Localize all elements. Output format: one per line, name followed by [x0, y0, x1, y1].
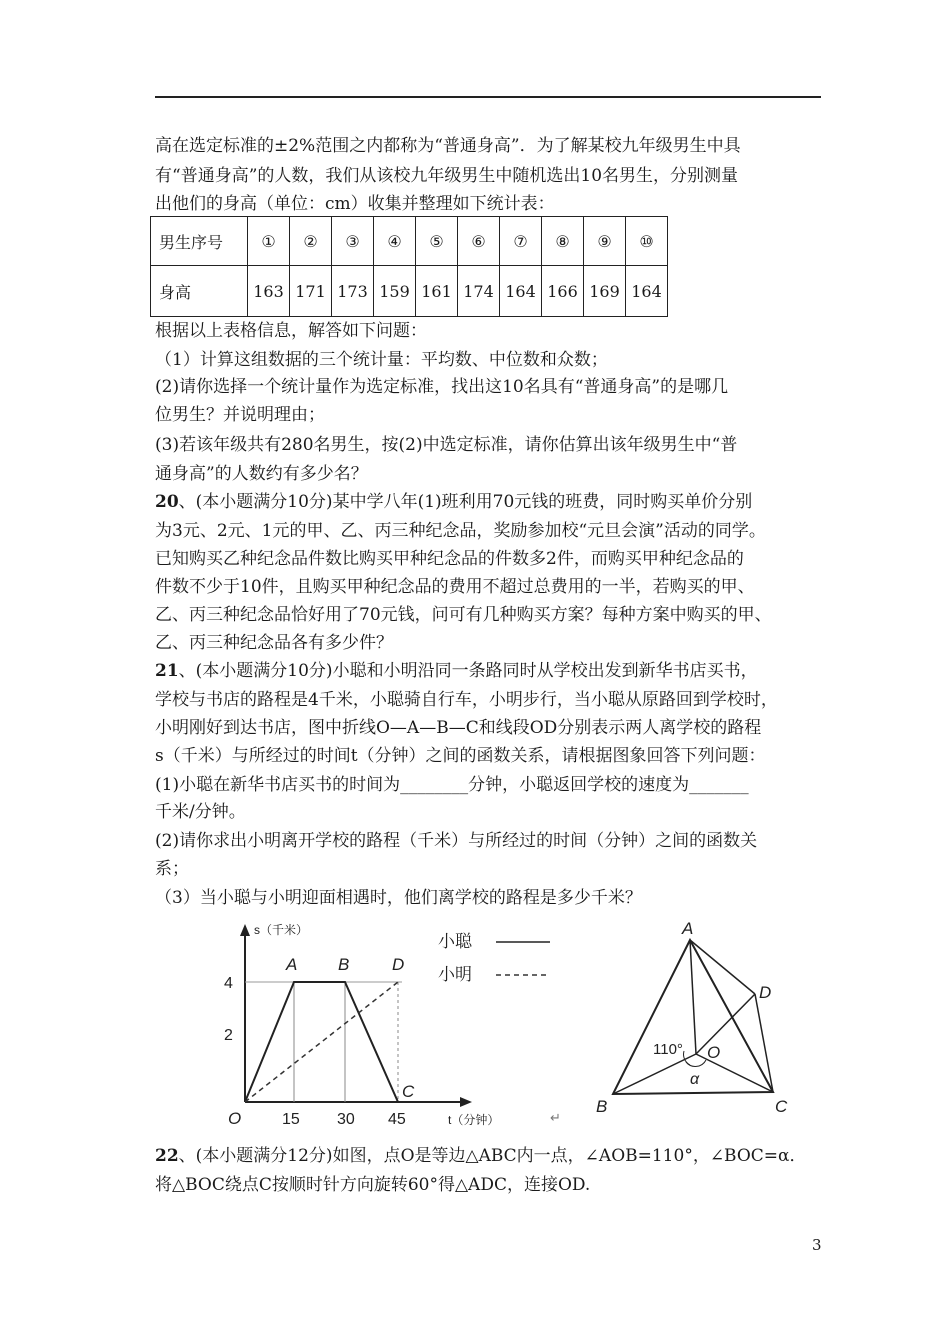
text-line: 乙、丙三种纪念品恰好用了70元钱，问可有几种购买方案？每种方案中购买的甲、 — [155, 605, 772, 625]
x-tick-label: 30 — [337, 1111, 355, 1128]
triangle-figure — [590, 912, 822, 1130]
table-cell-id: ① — [248, 217, 290, 266]
point-label: O — [707, 1043, 721, 1062]
table-row-ids — [151, 217, 668, 266]
point-label: B — [596, 1097, 608, 1116]
text-line: 根据以上表格信息，解答如下问题： — [155, 321, 427, 341]
origin-label: O — [228, 1109, 242, 1128]
return-mark: ↵ — [550, 1110, 561, 1125]
text-line: 将△BOC绕点C按顺时针方向旋转60°得△ADC，连接OD. — [155, 1175, 591, 1195]
table-cell-id: ⑧ — [542, 217, 584, 266]
table-cell-id: ④ — [374, 217, 416, 266]
table-cell-id: ⑨ — [584, 217, 626, 266]
height-table — [150, 216, 668, 317]
text-line: 件数不少于10件，且购买甲种纪念品的费用不超过总费用的一半，若购买的甲、 — [155, 577, 755, 597]
segment-ao — [690, 940, 696, 1054]
question-text: 、(本小题满分10分)某中学八年(1)班利用70元钱的班费，同时购买单价分别 — [178, 492, 753, 512]
text-line: （3）当小聪与小明迎面相遇时，他们离学校的路程是多少千米？ — [155, 888, 642, 908]
y-tick-label: 4 — [224, 975, 233, 992]
table-cell-id: ③ — [332, 217, 374, 266]
text-line: 通身高”的人数约有多少名？ — [155, 464, 368, 484]
text-line: 千米/分钟。 — [155, 802, 246, 822]
point-label: C — [775, 1097, 788, 1116]
point-label: D — [759, 983, 772, 1002]
header-rule — [155, 96, 821, 98]
table-cell-height: 169 — [584, 266, 626, 317]
table-row-label: 身高 — [151, 266, 248, 317]
point-label: B — [338, 955, 350, 974]
table-cell-height: 173 — [332, 266, 374, 317]
point-label: A — [286, 955, 298, 974]
page-number: 3 — [812, 1236, 822, 1254]
text-line: (2)请你选择一个统计量作为选定标准，找出这10名具有“普通身高”的是哪几 — [155, 377, 729, 397]
angle-arc-boc — [686, 1060, 706, 1066]
x-axis-arrow — [460, 1097, 472, 1107]
segment-ac — [690, 940, 773, 1092]
question-text: 、(本小题满分12分)如图，点O是等边△ABC内一点，∠AOB=110°，∠BOC=α． — [178, 1146, 807, 1166]
xiaoming-path — [245, 982, 398, 1102]
question-22-line — [155, 1145, 807, 1167]
point-label: D — [392, 955, 405, 974]
table-cell-id: ⑤ — [416, 217, 458, 266]
y-axis-label: s（千米） — [254, 923, 309, 937]
table-header-label: 男生序号 — [151, 217, 248, 266]
text-line: (1)小聪在新华书店买书的时间为________分钟，小聪返回学校的速度为_______ — [155, 775, 749, 795]
angle-110-label: 110° — [653, 1041, 683, 1058]
text-line: 出他们的身高（单位：cm）收集并整理如下统计表： — [155, 194, 555, 214]
table-cell-height: 171 — [290, 266, 332, 317]
table-cell-id: ⑥ — [458, 217, 500, 266]
table-cell-height: 164 — [500, 266, 542, 317]
text-line: (2)请你求出小明离开学校的路程（千米）与所经过的时间（分钟）之间的函数关 — [155, 831, 758, 851]
y-tick-label: 2 — [224, 1027, 233, 1044]
text-line: 为3元、2元、1元的甲、乙、丙三种纪念品，奖励参加校“元旦会演”活动的同学。 — [155, 521, 766, 541]
text-line: (3)若该年级共有280名男生，按(2)中选定标准，请你估算出该年级男生中“普 — [155, 435, 738, 455]
table-row-heights — [151, 266, 668, 317]
table-cell-id: ⑩ — [626, 217, 668, 266]
table-cell-id: ⑦ — [500, 217, 542, 266]
table-cell-height: 161 — [416, 266, 458, 317]
text-line: 高在选定标准的±2%范围之内都称为“普通身高”．为了解某校九年级男生中具 — [155, 136, 741, 156]
question-number: 21 — [155, 661, 179, 681]
text-line: s（千米）与所经过的时间t（分钟）之间的函数关系，请根据图象回答下列问题： — [155, 746, 766, 766]
text-line: 学校与书店的路程是4千米，小聪骑自行车，小明步行，当小聪从原路回到学校时， — [155, 690, 778, 710]
legend-label: 小聪 — [438, 932, 472, 951]
legend-label: 小明 — [438, 965, 472, 984]
table-cell-height: 166 — [542, 266, 584, 317]
table-cell-id: ② — [290, 217, 332, 266]
distance-time-graph — [190, 912, 590, 1130]
text-line: 有“普通身高”的人数，我们从该校九年级男生中随机选出10名男生，分别测量 — [155, 166, 739, 186]
table-cell-height: 164 — [626, 266, 668, 317]
x-axis-label: t（分钟） — [448, 1113, 500, 1127]
segment-ad — [690, 940, 755, 994]
point-label: A — [682, 919, 694, 938]
text-line: 位男生？并说明理由； — [155, 405, 325, 425]
table-cell-height: 159 — [374, 266, 416, 317]
x-tick-label: 45 — [388, 1111, 406, 1128]
text-line: （1）计算这组数据的三个统计量：平均数、中位数和众数； — [155, 350, 608, 370]
text-line: 乙、丙三种纪念品各有多少件？ — [155, 633, 393, 653]
angle-alpha-label: α — [690, 1071, 700, 1088]
question-text: 、(本小题满分10分)小聪和小明沿同一条路同时从学校出发到新华书店买书， — [178, 661, 758, 681]
table-cell-height: 174 — [458, 266, 500, 317]
question-21-line — [155, 660, 758, 682]
text-line: 小明刚好到达书店，图中折线O—A—B—C和线段OD分别表示两人离学校的路程 — [155, 718, 762, 738]
question-number: 20 — [155, 492, 179, 512]
y-axis-arrow — [240, 924, 250, 936]
x-tick-label: 15 — [282, 1111, 300, 1128]
table-cell-height: 163 — [248, 266, 290, 317]
segment-bo — [613, 1054, 696, 1094]
text-line: 系； — [155, 859, 189, 879]
question-number: 22 — [155, 1146, 179, 1166]
question-20-line — [155, 491, 752, 513]
text-line: 已知购买乙种纪念品件数比购买甲种纪念品的件数多2件，而购买甲种纪念品的 — [155, 549, 744, 569]
point-label: C — [402, 1082, 415, 1101]
